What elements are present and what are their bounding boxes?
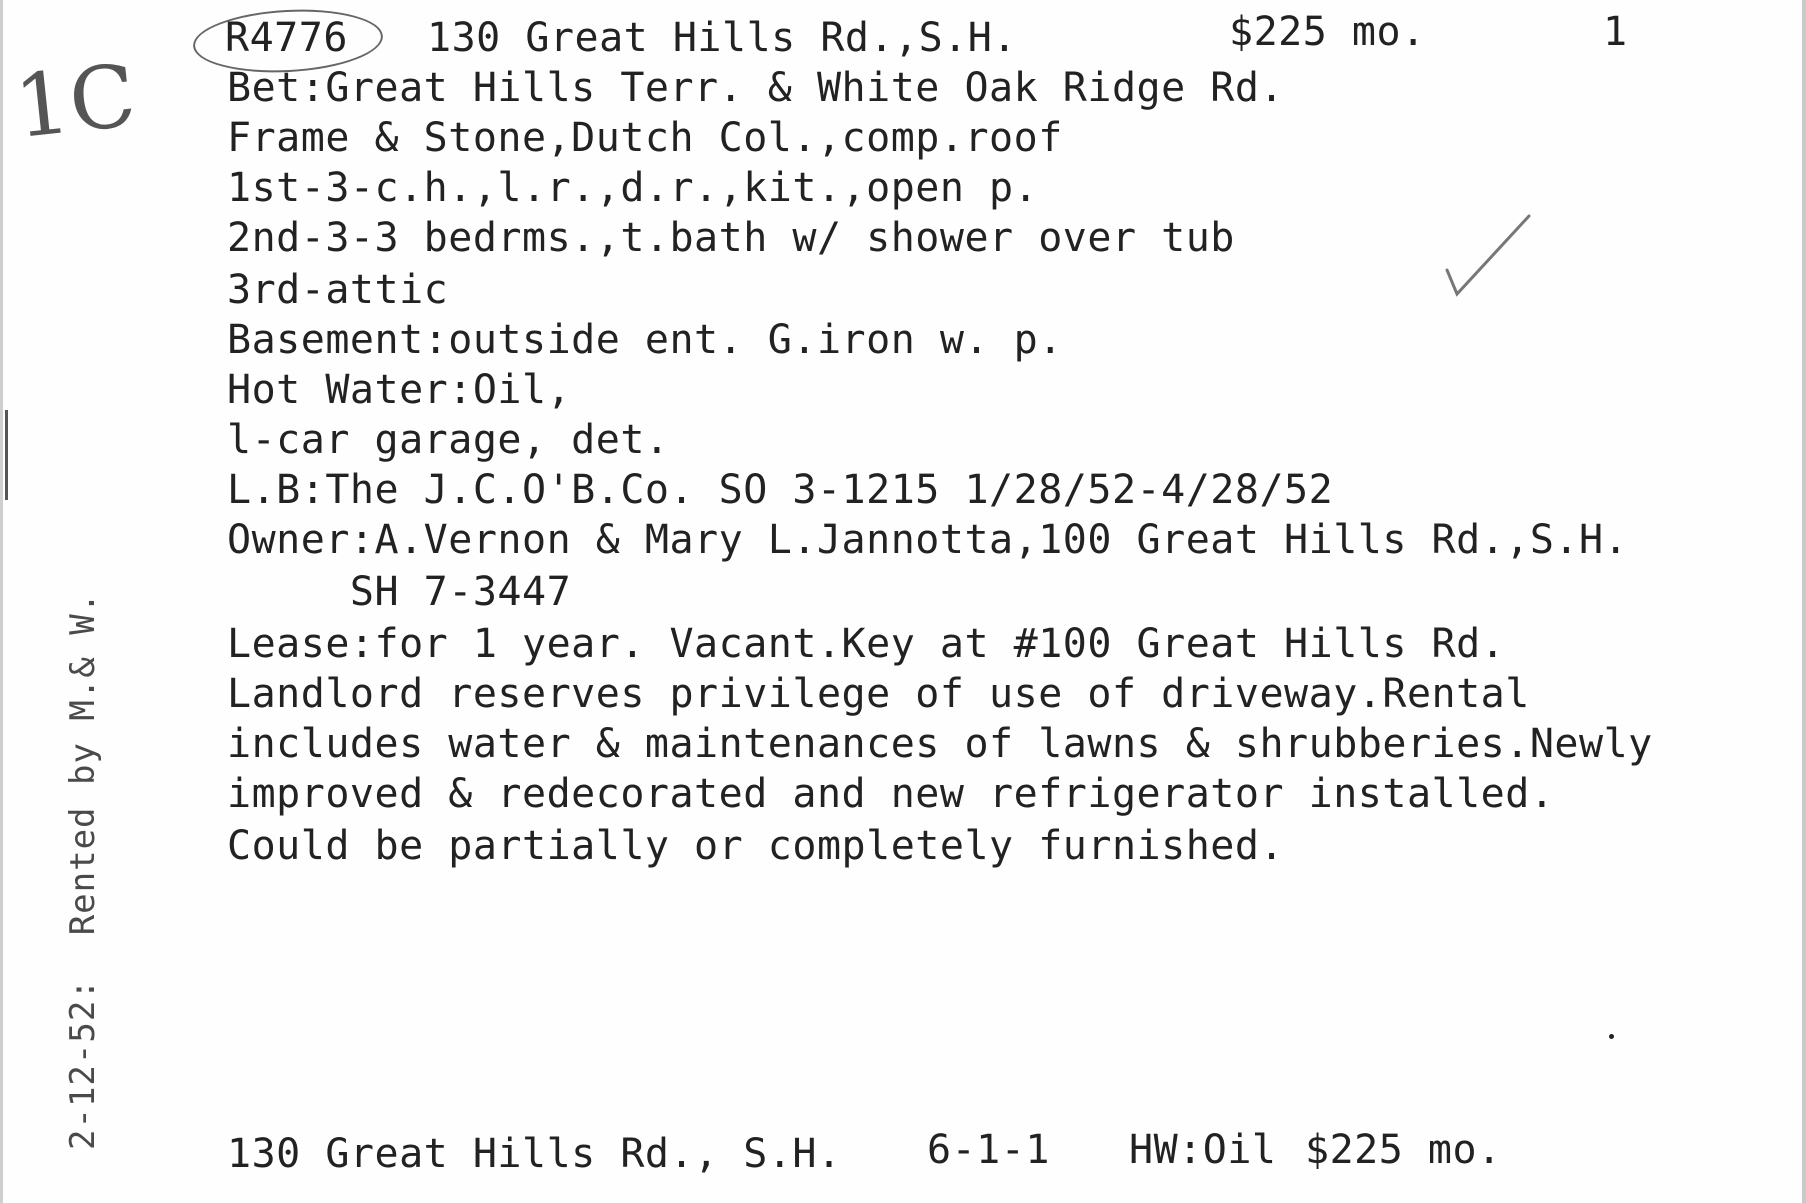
listing-detail-line: SH 7-3447 — [227, 569, 572, 615]
listing-detail-line: 2nd-3-3 bedrms.,t.bath w/ shower over tub — [227, 215, 1235, 261]
footer-rooms: 6-1-1 — [927, 1127, 1050, 1173]
footer-price: $225 mo. — [1305, 1127, 1502, 1173]
listing-address: 130 Great Hills Rd.,S.H. — [427, 15, 1017, 61]
footer-heat: HW:Oil — [1129, 1127, 1277, 1173]
listing-detail-line: Basement:outside ent. G.iron w. p. — [227, 317, 1063, 363]
handwritten-code: 1C — [10, 45, 141, 159]
listing-detail-line: Lease:for 1 year. Vacant.Key at #100 Great Hills Rd. — [227, 621, 1506, 667]
check-mark-icon — [1443, 212, 1533, 302]
listing-detail-line: l-car garage, det. — [227, 417, 670, 463]
card-number: 1 — [1603, 9, 1628, 55]
listing-detail-line: 3rd-attic — [227, 267, 449, 313]
listing-detail-line: Landlord reserves privilege of use of driveway.Rental — [227, 671, 1530, 717]
listing-detail-line: Hot Water:Oil, — [227, 367, 572, 413]
listing-detail-line: includes water & maintenances of lawns & shrubberies.Newly — [227, 721, 1653, 767]
listing-detail-line: Could be partially or completely furnished. — [227, 823, 1285, 869]
listing-number: R4776 — [225, 15, 348, 61]
rented-stamp: 2-12-52: Rented by M.& W. — [63, 591, 103, 1150]
listing-detail-line: Bet:Great Hills Terr. & White Oak Ridge Rd. — [227, 65, 1285, 111]
listing-detail-line: improved & redecorated and new refrigerator installed. — [227, 771, 1555, 817]
card-right-edge — [1802, 0, 1806, 1203]
listing-detail-line: L.B:The J.C.O'B.Co. SO 3-1215 1/28/52-4/28/52 — [227, 467, 1334, 513]
listing-detail-line: Frame & Stone,Dutch Col.,comp.roof — [227, 115, 1063, 161]
speck — [1609, 1034, 1614, 1039]
listing-detail-line: Owner:A.Vernon & Mary L.Jannotta,100 Great Hills Rd.,S.H. — [227, 517, 1629, 563]
footer-address: 130 Great Hills Rd., S.H. — [227, 1131, 842, 1177]
card-left-edge-mark — [5, 410, 8, 500]
listing-price: $225 mo. — [1229, 9, 1426, 55]
listing-detail-line: 1st-3-c.h.,l.r.,d.r.,kit.,open p. — [227, 165, 1039, 211]
